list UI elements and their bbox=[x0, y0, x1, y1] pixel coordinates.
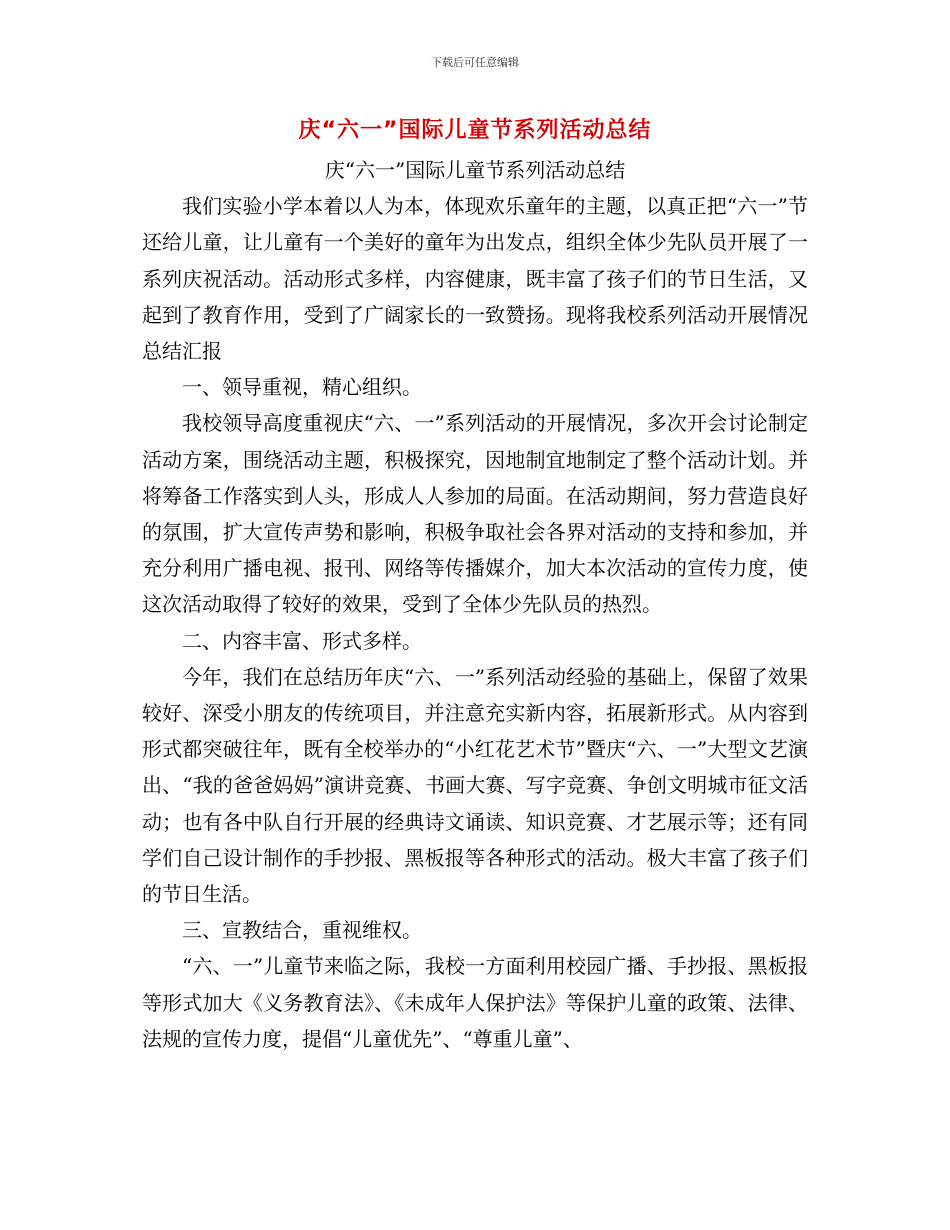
paragraph-section-3: “六、一”儿童节来临之际，我校一方面利用校园广播、手抄报、黑板报等形式加大《义务教育法》、《未成年人保护法》等保护儿童的政策、法律、法规的宣传力度，提倡“儿童优先”、“尊重儿童”、 bbox=[142, 954, 808, 1051]
document-subtitle: 庆“六一”国际儿童节系列活动总结 bbox=[324, 158, 626, 182]
paragraph-section-2: 今年，我们在总结历年庆“六、一”系列活动经验的基础上，保留了效果较好、深受小朋友的传统项目，并注意充实新内容，拓展新形式。从内容到形式都突破往年，既有全校举办的“小红花艺术节”暨庆“六、一”大型文艺演出、“我的爸爸妈妈”演讲竞赛、书画大赛、写字竞赛、争创文明城市征文活动；也有各中队自行开展的经典诗文诵读、知识竞赛、才艺展示等；还有同学们自己设计制作的手抄报、黑板报等各种形式的活动。极大丰富了孩子们的节日生活。 bbox=[142, 664, 808, 907]
header-note: 下载后可任意编辑 bbox=[431, 56, 519, 69]
section-heading-1: 一、领导重视，精心组织。 bbox=[182, 375, 422, 400]
paragraph-intro: 我们实验小学本着以人为本，体现欢乐童年的主题，以真正把“六一”节还给儿童，让儿童有一个美好的童年为出发点，组织全体少先队员开展了一系列庆祝活动。活动形式多样，内容健康，既丰富了孩子们的节日生活，又起到了教育作用，受到了广阔家长的一致赞扬。现将我校系列活动开展情况总结汇报 bbox=[142, 194, 808, 364]
section-heading-3: 三、宣教结合，重视维权。 bbox=[182, 918, 422, 943]
document-title: 庆“六一”国际儿童节系列活动总结 bbox=[298, 118, 652, 143]
paragraph-section-1: 我校领导高度重视庆“六、一”系列活动的开展情况，多次开会讨论制定活动方案，围绕活动主题，积极探究，因地制宜地制定了整个活动计划。并将筹备工作落实到人头，形成人人参加的局面。在活动期间，努力营造良好的氛围，扩大宣传声势和影响，积极争取社会各界对活动的支持和参加，并充分利用广播电视、报刊、网络等传播媒介，加大本次活动的宣传力度，使这次活动取得了较好的效果，受到了全体少先队员的热烈。 bbox=[142, 411, 808, 617]
section-heading-2: 二、内容丰富、形式多样。 bbox=[182, 628, 422, 653]
document-body bbox=[142, 152, 808, 1057]
